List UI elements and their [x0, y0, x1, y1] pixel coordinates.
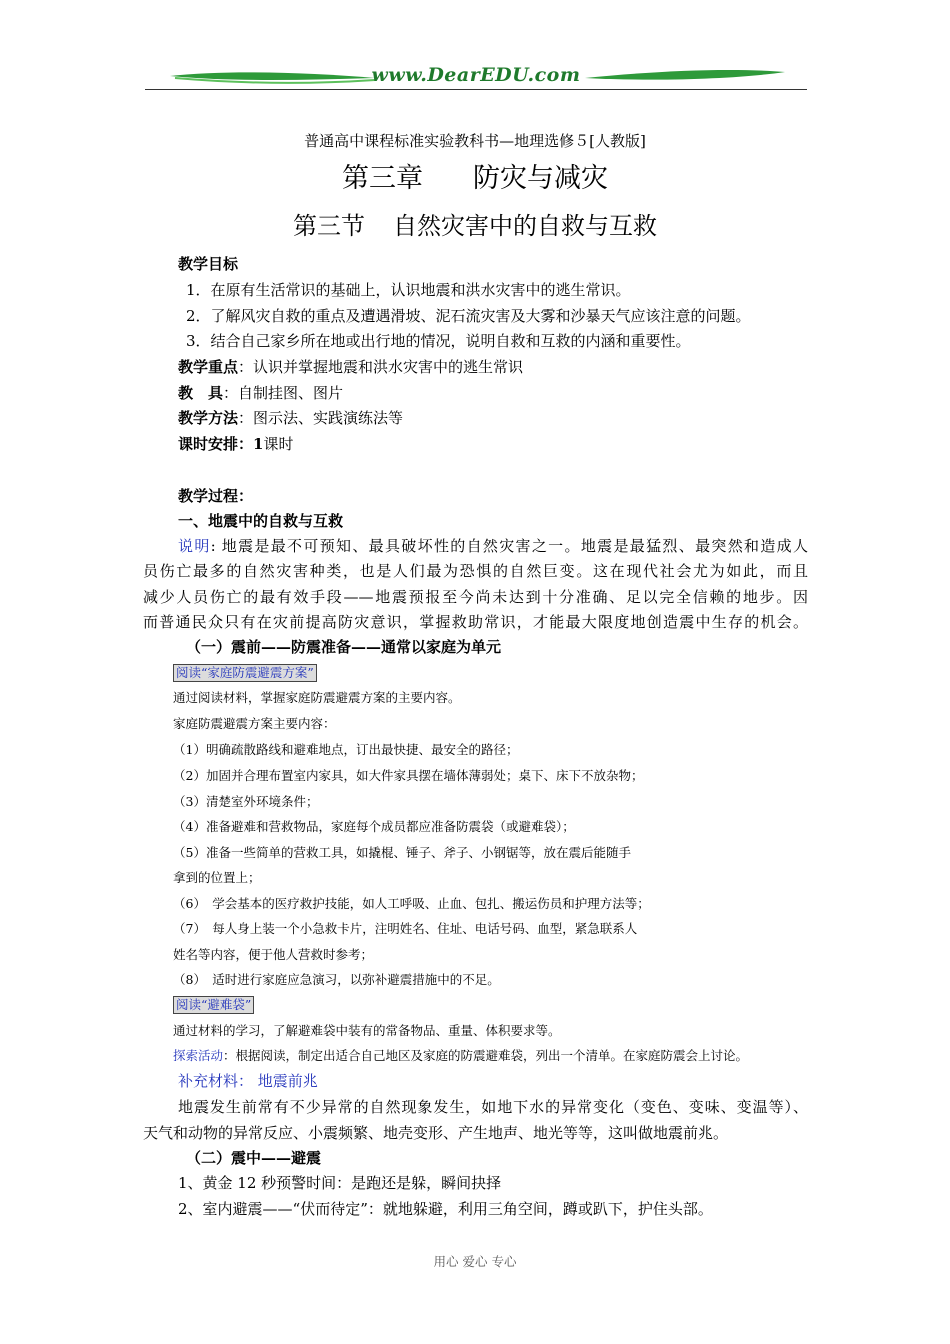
goal-item: 2．了解风灾自救的重点及遭遇滑坡、泥石流灾害及大雾和沙暴天气应该注意的问题。: [186, 307, 751, 325]
goals-heading: 教学目标: [178, 255, 239, 273]
during-item: 1、黄金 12 秒预警时间：是跑还是躲，瞬间抉择: [178, 1174, 502, 1192]
chapter-title: [0, 156, 950, 195]
plan-item: （8） 适时进行家庭应急演习，以弥补避震措施中的不足。: [173, 972, 500, 987]
plan-item: （1）明确疏散路线和避难地点，订出最快捷、最安全的路径；: [173, 742, 519, 757]
precursor-line: 天气和动物的异常反应、小震频繁、地壳变形、产生地声、地光等等，这叫做地震前兆。: [143, 1124, 729, 1142]
supplement-label: 补充材料： 地震前兆: [178, 1072, 318, 1090]
teaching-tools: 教 具：自制挂图、图片: [178, 384, 344, 402]
site-logo-text: www.DearEDU.com: [371, 64, 581, 86]
precursor-line: 地震发生前常有不少异常的自然现象发生，如地下水的异常变化（变色、变味、变温等）、: [178, 1098, 808, 1116]
class-hours: 课时安排：1课时: [178, 435, 294, 453]
page-footer: 用心 爱心 专心: [433, 1254, 517, 1269]
reading-box-plan[interactable]: 阅读“家庭防震避震方案”: [173, 664, 317, 682]
part-one-heading: 一、地震中的自救与互救: [178, 512, 344, 530]
sub-heading-before: （一）震前——防震准备——通常以家庭为单元: [186, 638, 502, 656]
plan-item: （2）加固并合理布置室内家具，如大件家具摆在墙体薄弱处；桌下、床下不放杂物；: [173, 768, 644, 783]
plan-item-cont: 拿到的位置上；: [173, 870, 261, 885]
during-item: 2、室内避震——“伏而待定”：就地躲避，利用三角空间，蹲或趴下，护住头部。: [178, 1200, 713, 1218]
doc-subtitle: 普通高中课程标准实验教科书—地理选修５[人教版]: [304, 132, 646, 150]
plan-item: （4）准备避难和营救物品，家庭每个成员都应准备防震袋（或避难袋）；: [173, 819, 575, 834]
plan-heading: 家庭防震避震方案主要内容：: [173, 716, 336, 731]
goal-item: 3．结合自己家乡所在地或出行地的情况，说明自救和互救的内涵和重要性。: [186, 332, 691, 350]
reading-box-bag[interactable]: 阅读“避难袋”: [173, 996, 254, 1014]
plan-item: （3）清楚室外环境条件；: [173, 794, 319, 809]
note-line: 减少人员伤亡的最有效手段——地震预报至今尚未达到十分准确、足以完全信赖的地步。因: [143, 588, 808, 606]
process-heading: 教学过程：: [178, 487, 254, 505]
section-name: 自然灾害中的自救与互救: [393, 212, 657, 240]
sub-heading-during: （二）震中——避震: [186, 1149, 322, 1167]
header-rule: [145, 89, 807, 90]
note-line: 而普通民众只有在灾前提高防灾意识，掌握救助常识，才能最大限度地创造震中生存的机会。: [143, 613, 808, 631]
chapter-name: 防灾与减灾: [473, 163, 608, 194]
explore-activity: 探索活动：根据阅读，制定出适合自己地区及家庭的防震避难袋，列出一个清单。在家庭防震会上讨论。: [173, 1048, 749, 1063]
note-line: 说明: 地震是最不可预知、最具破坏性的自然灾害之一。地震是最猛烈、最突然和造成人: [178, 537, 808, 555]
note-line: 员伤亡最多的自然灾害种类，也是人们最为恐惧的自然巨变。这在现代社会尤为如此，而且: [143, 562, 808, 580]
plan-item-cont: 姓名等内容，便于他人营救时参考；: [173, 947, 374, 962]
plan-item: （6） 学会基本的医疗救护技能，如人工呼吸、止血、包扎、搬运伤员和护理方法等；: [173, 896, 650, 911]
reading-intro: 通过材料的学习，了解避难袋中装有的常备物品、重量、体积要求等。: [173, 1023, 561, 1038]
section-number: 第三节: [293, 212, 365, 240]
plan-item: （7） 每人身上装一个小急救卡片，注明姓名、住址、电话号码、血型，紧急联系人: [173, 921, 638, 936]
header-banner: [145, 62, 807, 92]
plan-item: （5）准备一些简单的营救工具，如撬棍、锤子、斧子、小钢锯等，放在震后能随手: [173, 845, 631, 860]
teaching-method: 教学方法：图示法、实践演练法等: [178, 409, 404, 427]
goal-item: 1．在原有生活常识的基础上，认识地震和洪水灾害中的逃生常识。: [186, 281, 631, 299]
teaching-focus: 教学重点：认识并掌握地震和洪水灾害中的逃生常识: [178, 358, 524, 376]
chapter-number: 第三章: [342, 163, 423, 194]
reading-intro: 通过阅读材料，掌握家庭防震避震方案的主要内容。: [173, 690, 461, 705]
section-title: [0, 206, 950, 241]
